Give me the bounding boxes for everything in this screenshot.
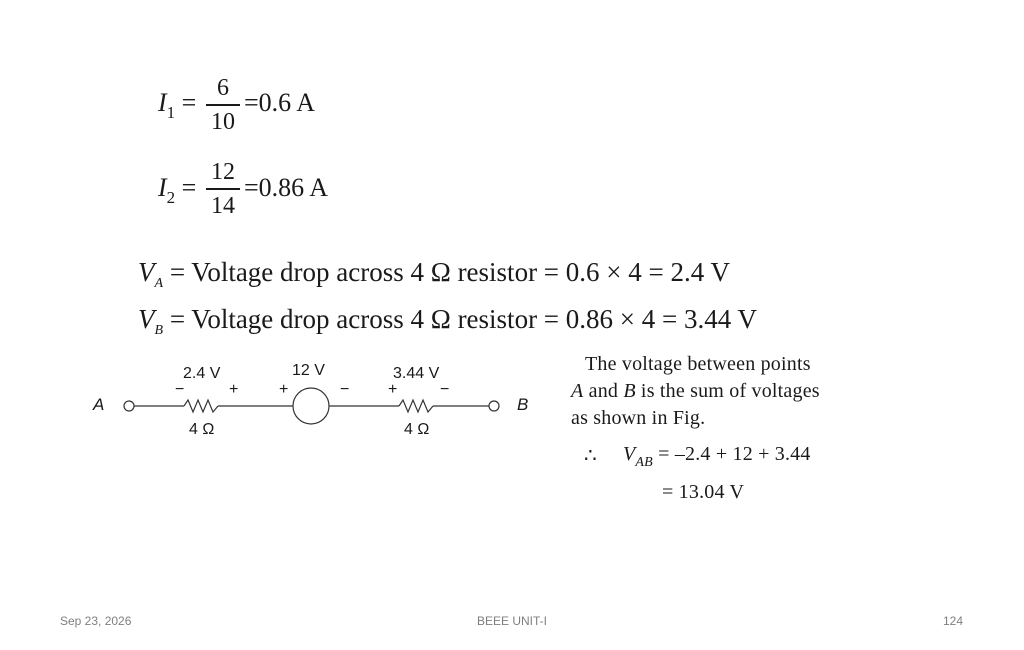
resistor-2 bbox=[399, 400, 433, 412]
i2-symbol: I bbox=[158, 173, 167, 202]
description-line-1: The voltage between points bbox=[585, 353, 811, 375]
footer-title: BEEE UNIT-I bbox=[477, 614, 548, 628]
r1-resistance-label: 4 Ω bbox=[189, 421, 215, 438]
i1-result: =0.6 A bbox=[244, 88, 316, 117]
r1-minus-sign: − bbox=[175, 381, 185, 398]
va-text: = Voltage drop across 4 Ω resistor = 0.6 × 4 = 2.4 V bbox=[169, 257, 730, 287]
terminal-a bbox=[124, 401, 134, 411]
i1-denominator: 10 bbox=[211, 108, 235, 135]
i1-symbol: I bbox=[158, 88, 167, 117]
vab-equation: $V_{AB} = -2.4 + 12 + 3.44$ bbox=[623, 443, 811, 470]
va-subscript: A bbox=[154, 276, 164, 291]
footer-page-number: 124 bbox=[943, 614, 964, 628]
i1-numerator: 6 bbox=[217, 75, 229, 101]
r2-voltage-label: 3.44 V bbox=[393, 365, 440, 382]
va-symbol: V bbox=[138, 257, 155, 287]
resistor-1 bbox=[184, 400, 218, 412]
r2-plus-sign: + bbox=[388, 381, 398, 398]
source-minus-sign: − bbox=[340, 381, 350, 398]
description-line-3: as shown in Fig. bbox=[571, 407, 706, 429]
terminal-b bbox=[489, 401, 499, 411]
r2-resistance-label: 4 Ω bbox=[404, 421, 430, 438]
r1-plus-sign: + bbox=[229, 381, 239, 398]
vb-symbol: V bbox=[138, 304, 155, 334]
node-a-label: A bbox=[93, 395, 105, 414]
voltage-source bbox=[293, 388, 329, 424]
source-plus-sign: + bbox=[279, 381, 289, 398]
i2-denominator: 14 bbox=[211, 192, 235, 219]
i1-subscript: 1 bbox=[166, 103, 176, 122]
vb-subscript: B bbox=[154, 323, 164, 338]
i2-subscript: 2 bbox=[166, 188, 176, 207]
description-line-2: A and B is the sum of voltages bbox=[571, 380, 820, 402]
i2-result: =0.86 A bbox=[244, 173, 329, 202]
vb-text: = Voltage drop across 4 Ω resistor = 0.86 × 4 = 3.44 V bbox=[169, 304, 757, 334]
source-voltage-label: 12 V bbox=[292, 362, 325, 379]
r1-voltage-label: 2.4 V bbox=[183, 365, 221, 382]
therefore-symbol: ∴ bbox=[584, 445, 597, 467]
i2-numerator: 12 bbox=[211, 159, 235, 185]
equation-i1: $I_1$ = bbox=[158, 88, 197, 122]
r2-minus-sign: − bbox=[440, 381, 450, 398]
node-b-label: B bbox=[517, 395, 529, 414]
footer-date: Sep 23, 2026 bbox=[60, 614, 132, 628]
vab-result: = 13.04 V bbox=[662, 481, 745, 503]
equation-i2: $I_2$ = bbox=[158, 173, 197, 207]
